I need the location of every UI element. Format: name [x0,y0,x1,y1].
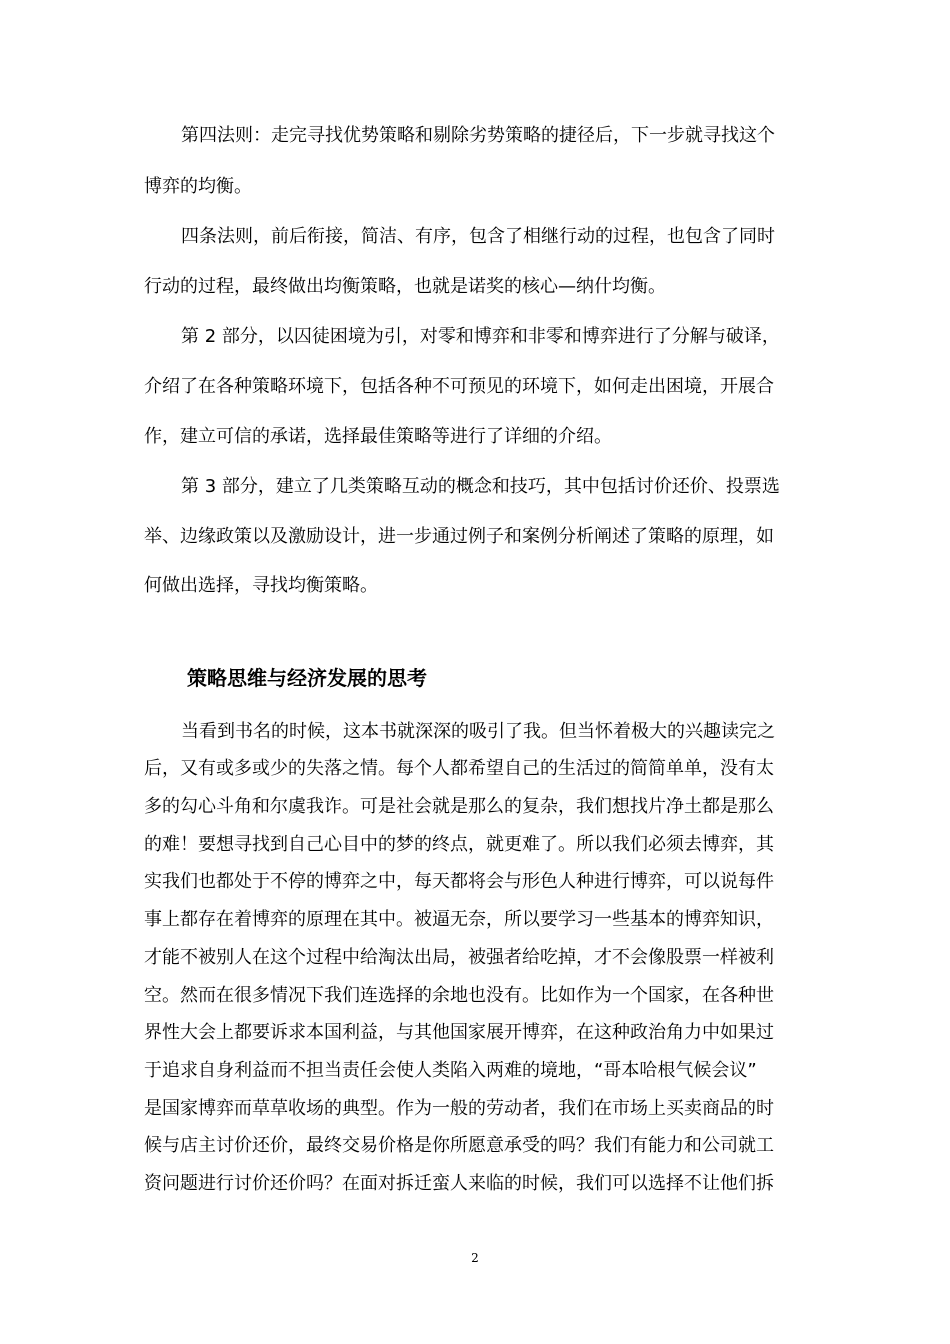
paragraph-line: 多的勾心斗角和尔虞我诈。可是社会就是那么的复杂，我们想找片净土都是那么 [144,796,774,817]
paragraph-line: 四条法则，前后衔接，简洁、有序，包含了相继行动的过程，也包含了同时 [181,226,775,247]
paragraph-line: 资问题进行讨价还价吗？在面对拆迁蛮人来临的时候，我们可以选择不让他们拆 [144,1173,774,1194]
paragraph-line: 实我们也都处于不停的博弈之中，每天都将会与形色人种进行博弈，可以说每件 [144,871,774,892]
paragraph-line: 空。然而在很多情况下我们连选择的余地也没有。比如作为一个国家，在各种世 [144,985,774,1006]
paragraph-line: 候与店主讨价还价，最终交易价格是你所愿意承受的吗？我们有能力和公司就工 [144,1135,774,1156]
paragraph-line: 介绍了在各种策略环境下，包括各种不可预见的环境下，如何走出困境，开展合 [144,376,774,397]
paragraph-line: 于追求自身利益而不担当责任会使人类陷入两难的境地，“哥本哈根气候会议” [144,1060,757,1081]
paragraph-line: 博弈的均衡。 [144,176,252,197]
paragraph-line: 第四法则：走完寻找优势策略和剔除劣势策略的捷径后，下一步就寻找这个 [181,125,775,146]
paragraph-line: 的难！要想寻找到自己心目中的梦的终点，就更难了。所以我们必须去博弈，其 [144,834,774,855]
paragraph-line: 当看到书名的时候，这本书就深深的吸引了我。但当怀着极大的兴趣读完之 [181,721,775,742]
paragraph-line: 界性大会上都要诉求本国利益，与其他国家展开博弈，在这种政治角力中如果过 [144,1022,774,1043]
paragraph-line: 第 3 部分，建立了几类策略互动的概念和技巧，其中包括讨价还价、投票选 [181,476,780,497]
paragraph-line: 举、边缘政策以及激励设计，进一步通过例子和案例分析阐述了策略的原理，如 [144,526,774,547]
paragraph-line: 是国家博弈而草草收场的典型。作为一般的劳动者，我们在市场上买卖商品的时 [144,1098,774,1119]
paragraph-line: 何做出选择，寻找均衡策略。 [144,575,378,596]
section-heading: 策略思维与经济发展的思考 [187,666,427,690]
paragraph-line: 事上都存在着博弈的原理在其中。被逼无奈，所以要学习一些基本的博弈知识， [144,909,774,930]
paragraph-line: 后，又有或多或少的失落之情。每个人都希望自己的生活过的简简单单，没有太 [144,758,774,779]
paragraph-line: 第 2 部分，以囚徒困境为引，对零和博弈和非零和博弈进行了分解与破译， [181,326,780,347]
paragraph-line: 才能不被别人在这个过程中给淘汰出局，被强者给吃掉，才不会像股票一样被利 [144,947,774,968]
paragraph-line: 行动的过程，最终做出均衡策略，也就是诺奖的核心—纳什均衡。 [144,276,666,297]
paragraph-line: 作，建立可信的承诺，选择最佳策略等进行了详细的介绍。 [144,426,612,447]
page-number: 2 [471,1251,479,1265]
